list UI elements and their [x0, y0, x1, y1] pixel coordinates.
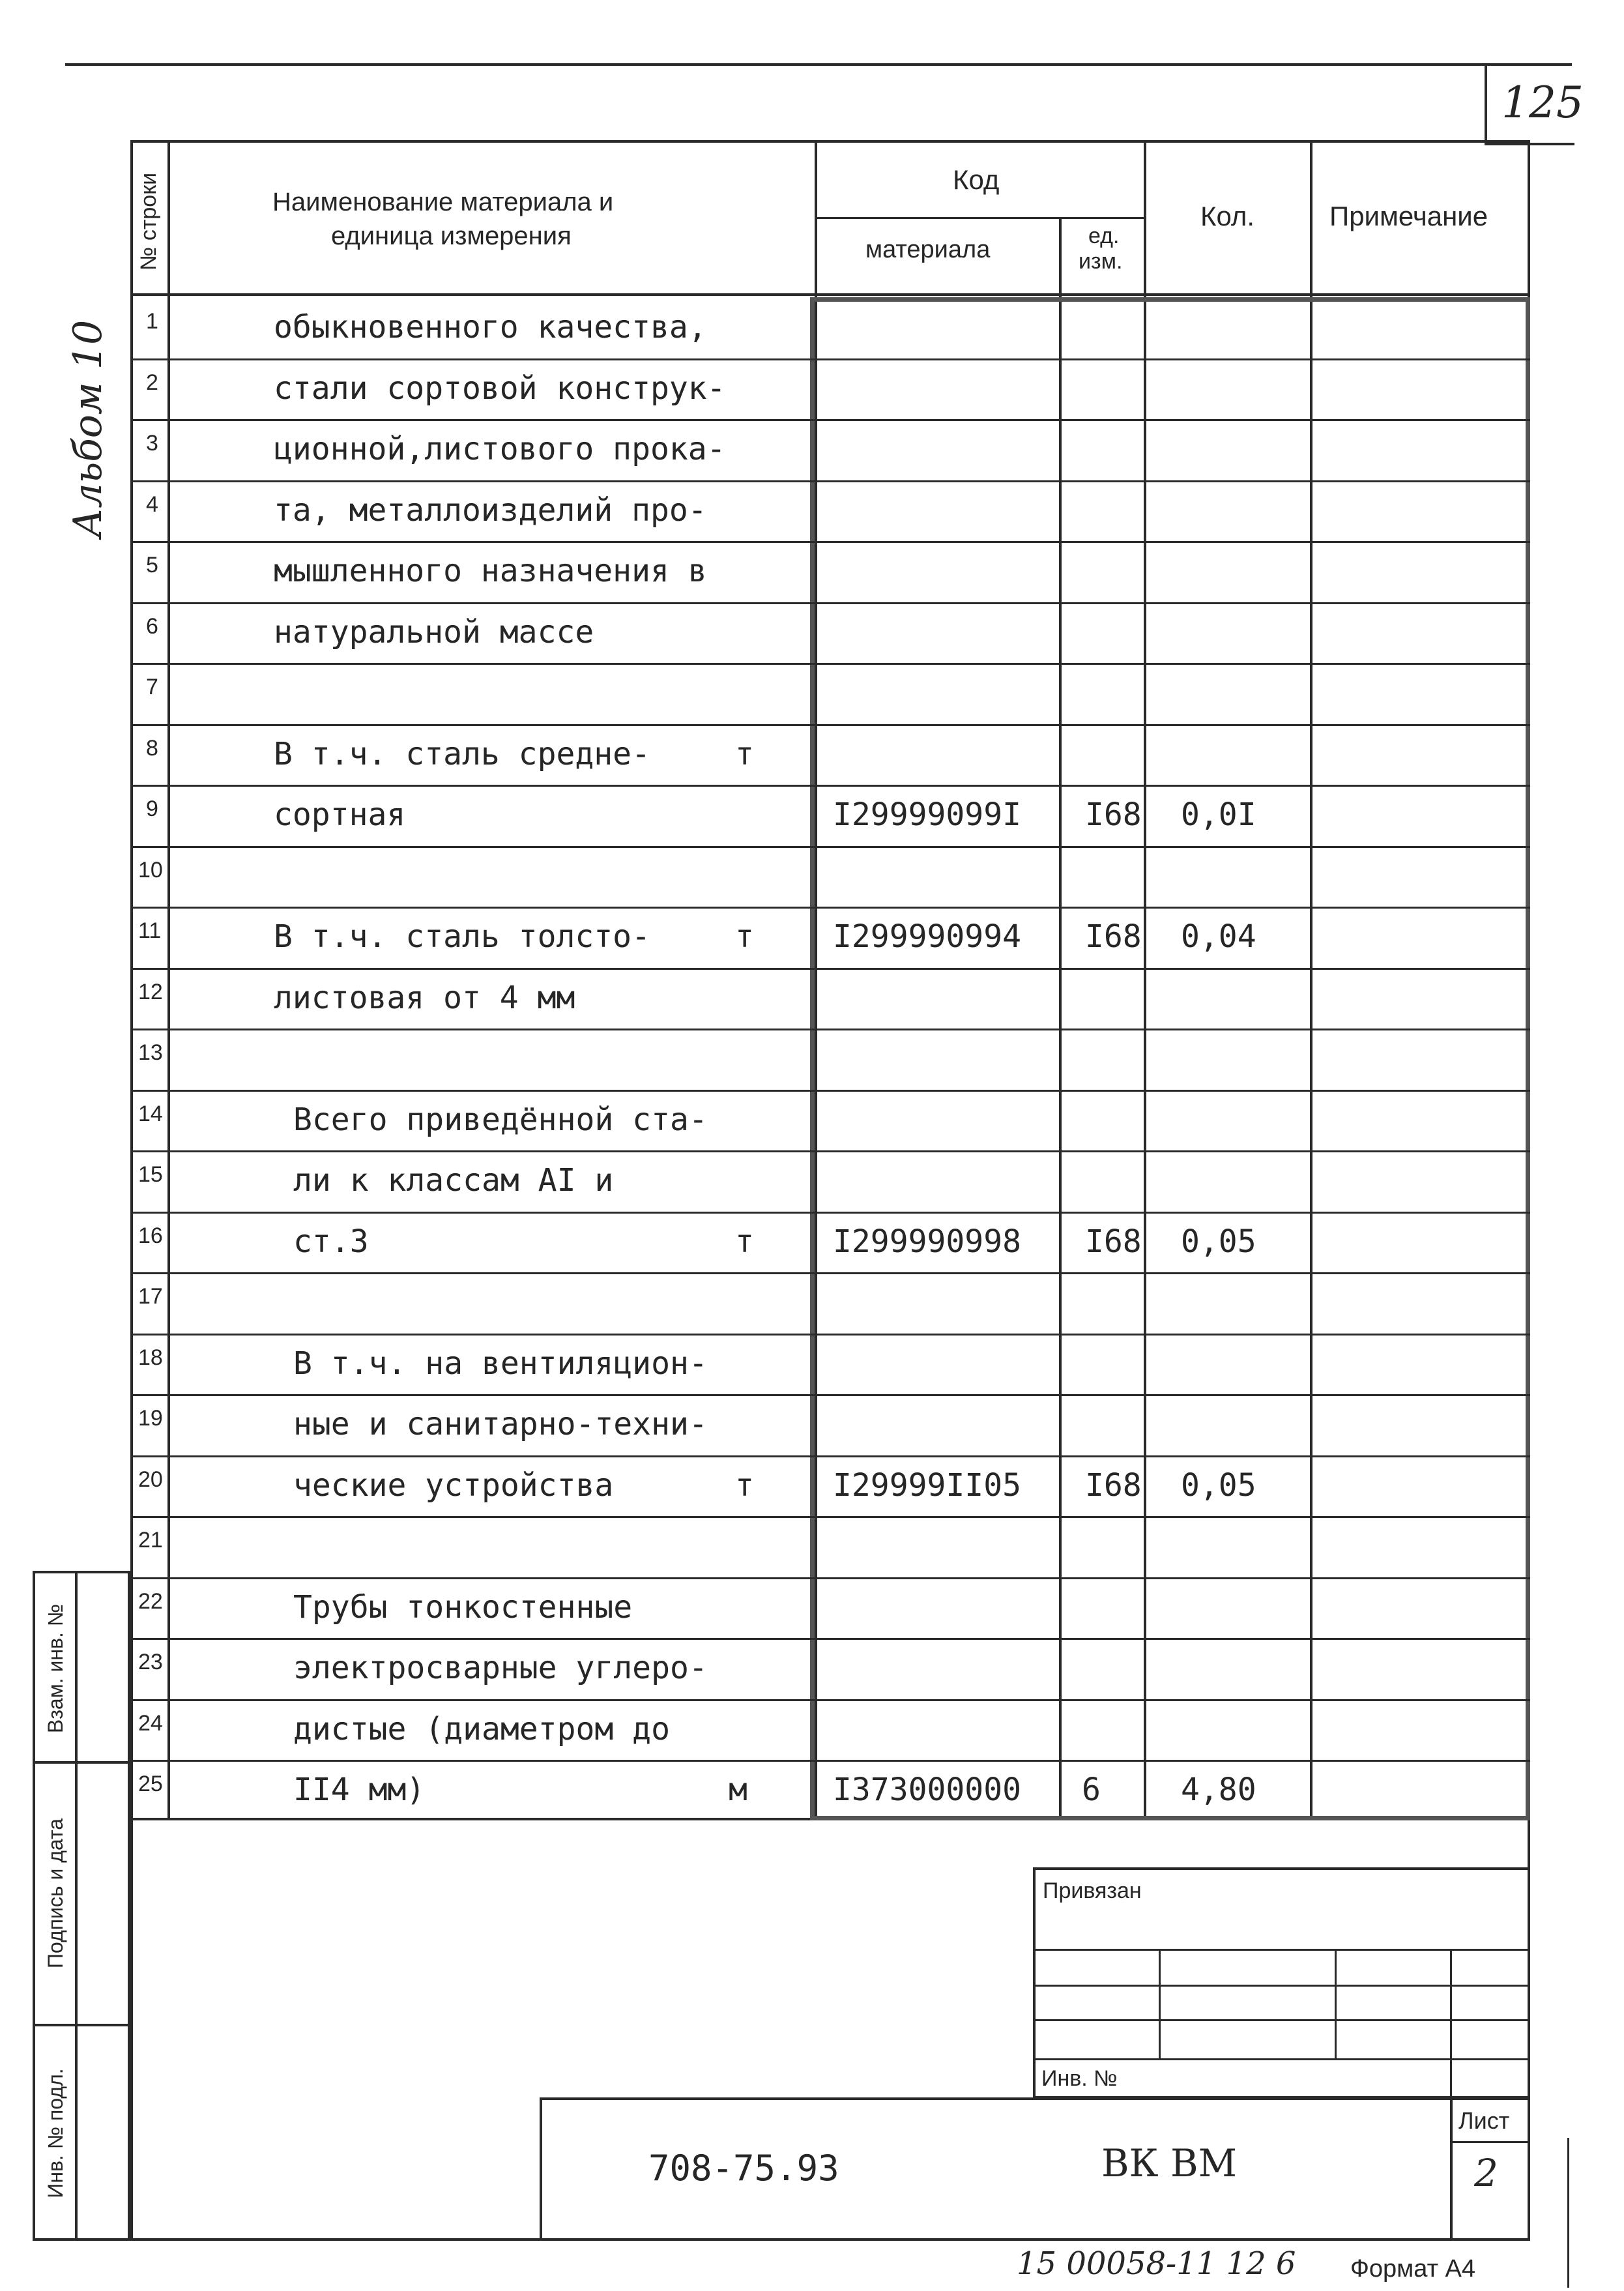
- list-rule: [1450, 2141, 1530, 2143]
- data-area-frame: [810, 297, 1530, 1820]
- row-number: 4: [146, 492, 158, 517]
- lower-left-border: [130, 1820, 133, 2241]
- row-name: В т.ч. сталь толсто-: [274, 918, 650, 955]
- footer-handwritten: 15 00058-11 12 6: [1017, 2245, 1296, 2282]
- privyazan-c3: [1450, 1949, 1452, 2099]
- side-podpis: Подпись и дата: [44, 1818, 67, 1969]
- row-number: 13: [138, 1040, 163, 1065]
- row-unit: т: [735, 918, 754, 955]
- row-unit-code: I68: [1085, 796, 1142, 833]
- row-unit: т: [735, 736, 754, 772]
- row-number: 17: [138, 1284, 163, 1309]
- row-name: электросварные углеро-: [293, 1650, 708, 1686]
- privyazan-r1: [1033, 1949, 1530, 1951]
- row-unit-code: 6: [1082, 1772, 1101, 1808]
- row-rule: [130, 1638, 1530, 1640]
- row-number: 7: [146, 675, 158, 699]
- row-rule: [130, 541, 1530, 543]
- row-name: Трубы тонкостенные: [293, 1589, 633, 1626]
- row-quantity: 0,0I: [1181, 796, 1256, 833]
- row-name: стали сортовой конструк-: [274, 370, 726, 407]
- top-rule: [65, 63, 1572, 66]
- row-rule: [130, 358, 1530, 360]
- row-name: листовая от 4 мм: [274, 980, 575, 1016]
- side-vzam: Взам. инв. №: [44, 1603, 67, 1734]
- row-rule: [130, 1760, 1530, 1762]
- row-name: дистые (диаметром до: [293, 1711, 670, 1747]
- header-qty: Кол.: [1200, 201, 1255, 231]
- row-number: 23: [138, 1650, 163, 1674]
- row-name: II4 мм): [293, 1772, 426, 1808]
- header-name-line1: Наименование материала и: [272, 188, 614, 216]
- list-col: [1450, 2097, 1453, 2241]
- row-rule: [130, 1212, 1530, 1214]
- row-number: 3: [146, 431, 158, 456]
- row-number: 15: [138, 1162, 163, 1187]
- header-row-no: № строки: [136, 172, 161, 271]
- row-number: 19: [138, 1406, 163, 1431]
- row-number: 18: [138, 1345, 163, 1370]
- header-material: материала: [865, 236, 991, 263]
- privyazan-c1: [1159, 1949, 1161, 2058]
- header-code: Код: [953, 164, 1000, 195]
- row-unit: т: [735, 1223, 754, 1260]
- row-unit-code: I68: [1085, 1467, 1142, 1504]
- row-rule: [130, 480, 1530, 482]
- row-rule: [130, 1394, 1530, 1396]
- row-rule: [130, 1334, 1530, 1335]
- row-number: 25: [138, 1772, 163, 1796]
- row-unit-code: I68: [1085, 1223, 1142, 1260]
- row-name: ст.3: [293, 1223, 369, 1260]
- row-rule: [130, 1272, 1530, 1274]
- row-material-code: I373000000: [833, 1772, 1021, 1808]
- row-quantity: 0,05: [1181, 1223, 1256, 1260]
- footer-format: Формат А4: [1350, 2255, 1476, 2283]
- row-number: 16: [138, 1223, 163, 1248]
- row-number: 8: [146, 736, 158, 761]
- row-number: 1: [146, 309, 158, 334]
- row-number: 22: [138, 1589, 163, 1614]
- row-rule: [130, 846, 1530, 848]
- row-number: 12: [138, 980, 163, 1004]
- side-stamp-col: [75, 1571, 78, 2241]
- row-name: мышленного назначения в: [274, 553, 707, 589]
- header-unit-line2: изм.: [1079, 249, 1123, 274]
- row-rule: [130, 1699, 1530, 1701]
- row-number: 2: [146, 370, 158, 395]
- row-rule: [130, 1516, 1530, 1518]
- row-number: 6: [146, 614, 158, 639]
- row-unit-code: I68: [1085, 918, 1142, 955]
- row-number: 21: [138, 1528, 163, 1553]
- privyazan-r2: [1033, 1985, 1530, 1987]
- row-rule: [130, 419, 1530, 421]
- privyazan-c2: [1335, 1949, 1337, 2058]
- row-name: ные и санитарно-техни-: [293, 1406, 708, 1442]
- row-name: ли к классам АI и: [293, 1162, 614, 1199]
- row-rule: [130, 1029, 1530, 1030]
- album-note: Альбом 10: [65, 319, 111, 538]
- row-rule: [130, 1577, 1530, 1579]
- section-code: ВК ВМ: [1101, 2141, 1237, 2185]
- row-quantity: 4,80: [1181, 1772, 1256, 1808]
- row-quantity: 0,05: [1181, 1467, 1256, 1504]
- row-name: сортная: [274, 796, 406, 833]
- header-name-line2: единица измерения: [331, 222, 572, 250]
- privyazan-label: Привязан: [1043, 1878, 1142, 1903]
- row-name: В т.ч. на вентиляцион-: [293, 1345, 708, 1382]
- row-rule: [130, 1455, 1530, 1457]
- row-rule: [130, 602, 1530, 604]
- row-number: 24: [138, 1711, 163, 1736]
- row-material-code: I299990998: [833, 1223, 1021, 1260]
- row-number: 11: [138, 918, 162, 943]
- row-number: 20: [138, 1467, 163, 1492]
- privyazan-r4: [1033, 2058, 1530, 2060]
- row-name: ческие устройства: [293, 1467, 614, 1504]
- row-material-code: I29999II05: [833, 1467, 1021, 1504]
- row-rule: [130, 907, 1530, 909]
- row-rule: [130, 1090, 1530, 1092]
- row-name: В т.ч. сталь средне-: [274, 736, 650, 772]
- side-inv-podl: Инв. № подл.: [44, 2068, 67, 2198]
- row-number: 14: [138, 1102, 163, 1126]
- row-name: обыкновенного качества,: [274, 309, 707, 345]
- footer-right-rule: [1567, 2138, 1569, 2288]
- row-rule: [130, 724, 1530, 726]
- privyazan-r3: [1033, 2019, 1530, 2021]
- row-rule: [130, 968, 1530, 970]
- col-line-no: [167, 140, 170, 1820]
- row-name: Всего приведённой ста-: [293, 1102, 708, 1138]
- row-quantity: 0,04: [1181, 918, 1256, 955]
- code-subrule: [815, 217, 1144, 219]
- row-unit: м: [729, 1772, 747, 1808]
- list-value: 2: [1474, 2151, 1498, 2195]
- header-note: Примечание: [1329, 201, 1488, 231]
- row-name: ционной,листового прока-: [274, 431, 726, 467]
- list-label: Лист: [1458, 2107, 1510, 2134]
- row-number: 10: [138, 858, 163, 883]
- row-unit: т: [735, 1467, 754, 1504]
- page-number-box: [1485, 63, 1584, 145]
- row-number: 5: [146, 553, 158, 577]
- row-number: 9: [146, 796, 158, 821]
- row-name: натуральной массе: [274, 614, 594, 650]
- row-rule: [130, 785, 1530, 787]
- row-rule: [130, 1150, 1530, 1152]
- row-name: та, металлоизделий про-: [274, 492, 707, 529]
- row-rule: [130, 663, 1530, 665]
- inv-no-label: Инв. №: [1041, 2066, 1118, 2091]
- header-rule: [130, 293, 1530, 296]
- row-material-code: I29999099I: [833, 796, 1021, 833]
- header-unit-line1: ед.: [1088, 224, 1120, 248]
- row-material-code: I299990994: [833, 918, 1021, 955]
- page-number: 125: [1501, 78, 1584, 128]
- doc-code: 708-75.93: [648, 2148, 839, 2189]
